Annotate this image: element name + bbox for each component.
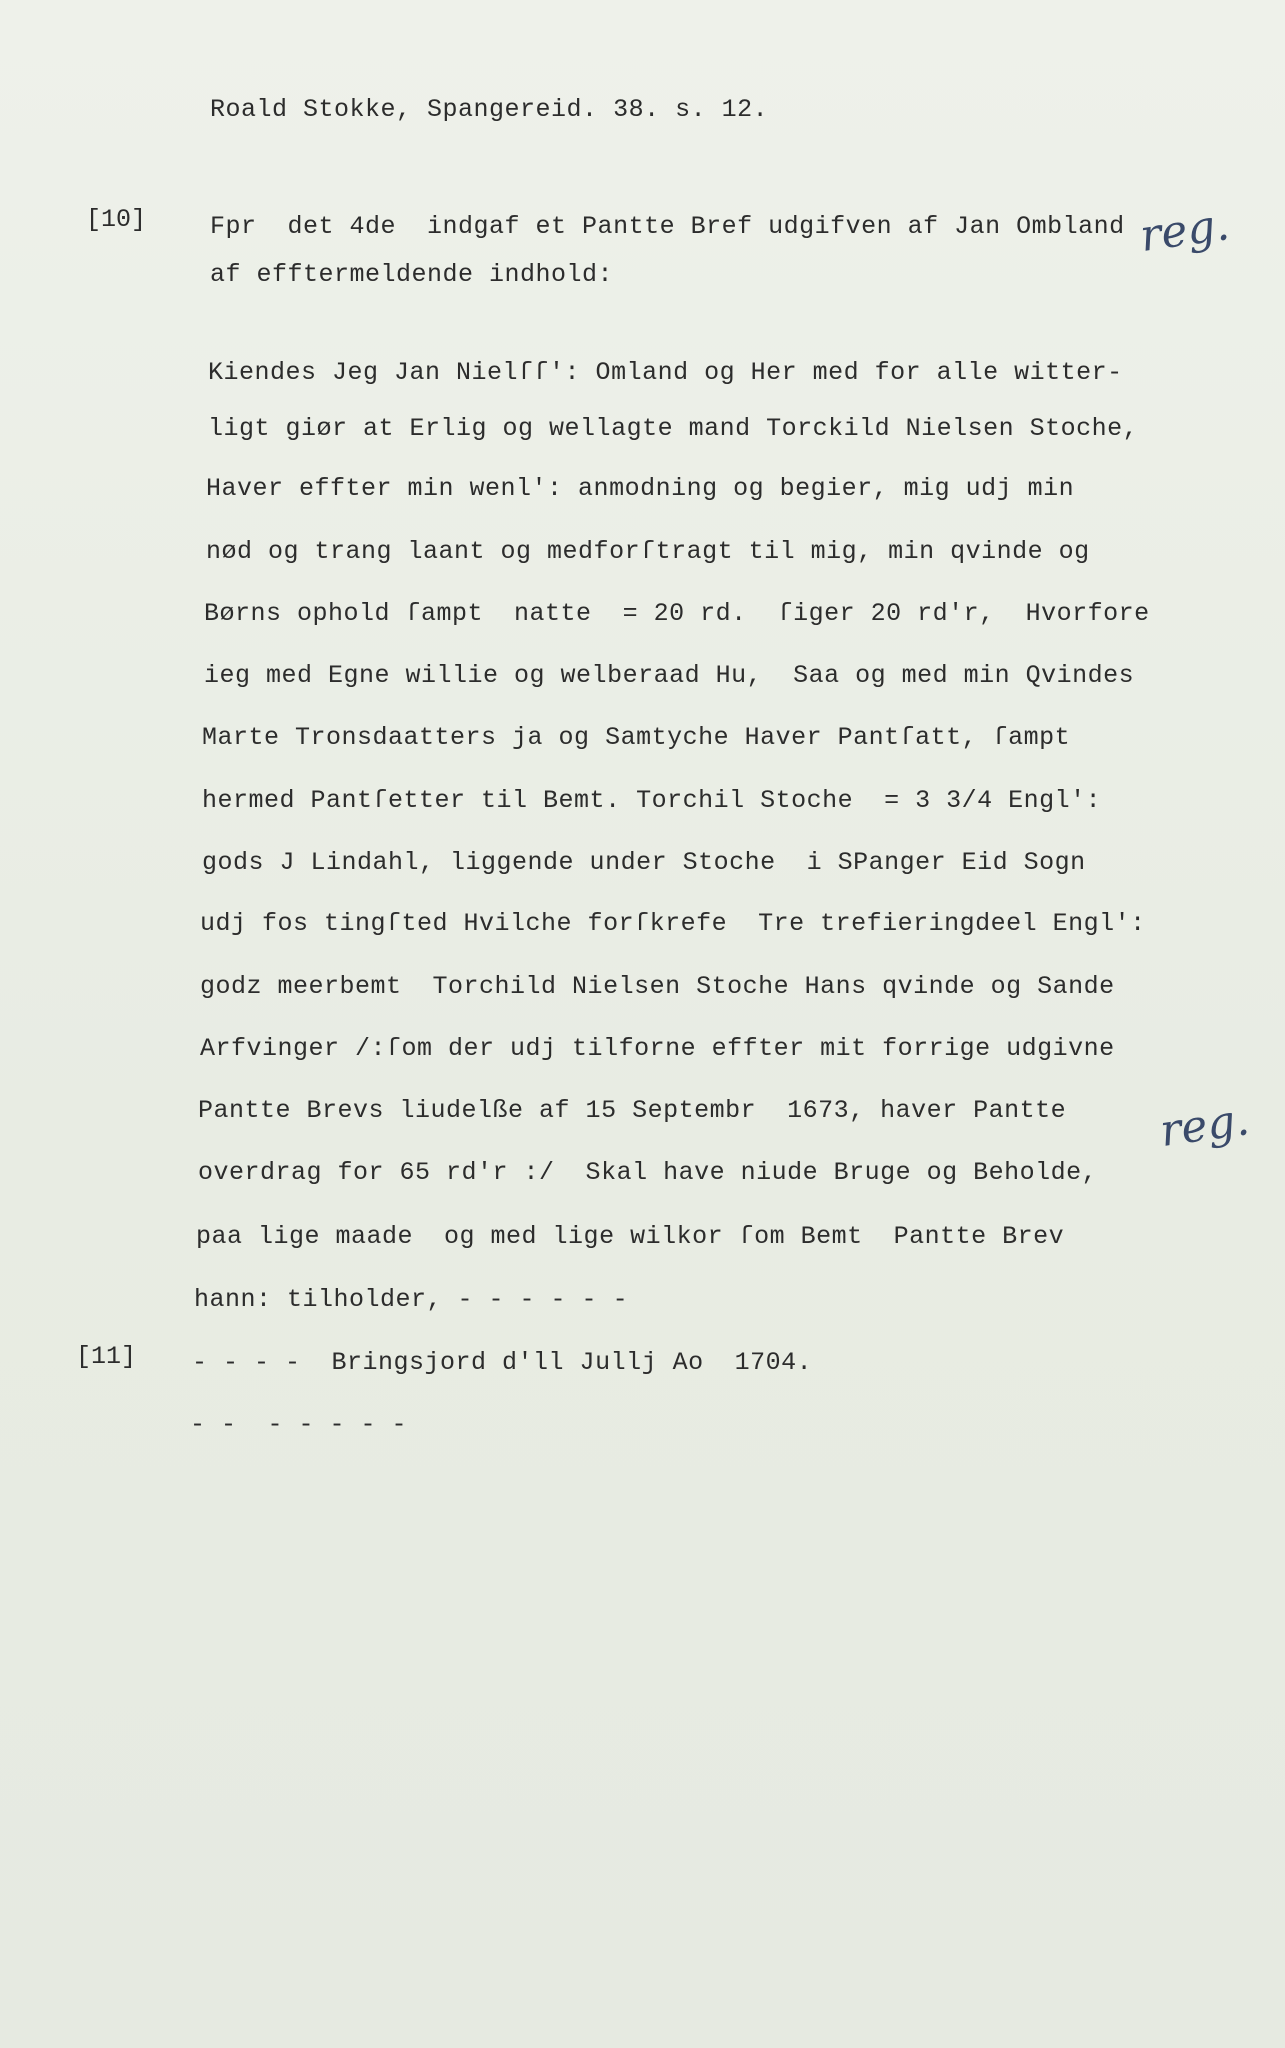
body-line: gods J Lindahl, liggende under Stoche i SPanger Eid Sogn: [202, 848, 1086, 877]
body-line: udj fos tingſted Hvilche forſkrefe Tre trefieringdeel Engl':: [200, 909, 1146, 938]
body-line: Marte Tronsdaatters ja og Samtyche Haver Pantſatt, ſampt: [202, 723, 1071, 752]
body-line: Arfvinger /:ſom der udj tilforne effter mit forrige udgivne: [200, 1034, 1115, 1063]
margin-note-reg: reg.: [1156, 1094, 1253, 1157]
body-line: Kiendes Jeg Jan Nielſſ': Omland og Her med for alle witter-: [208, 358, 1123, 387]
closing-dashes: - - - - - - -: [190, 1410, 408, 1439]
body-line: godz meerbemt Torchild Nielsen Stoche Hans qvinde og Sande: [200, 972, 1115, 1001]
body-line: nød og trang laant og medforſtragt til mig, min qvinde og: [206, 537, 1090, 566]
body-line: Haver effter min wenl': anmodning og begier, mig udj min: [206, 474, 1075, 503]
body-line: Pantte Brevs liudelße af 15 Septembr 1673, haver Pantte: [198, 1096, 1067, 1125]
margin-note-reg: reg.: [1136, 199, 1233, 262]
body-line: hermed Pantſetter til Bemt. Torchil Stoche = 3 3/4 Engl':: [202, 786, 1102, 815]
body-line: paa lige maade og med lige wilkor ſom Bemt Pantte Brev: [196, 1222, 1065, 1251]
document-header: Roald Stokke, Spangereid. 38. s. 12.: [210, 95, 769, 124]
body-line: Børns ophold ſampt natte = 20 rd. ſiger 20 rd'r, Hvorfore: [204, 599, 1150, 628]
body-line: overdrag for 65 rd'r :/ Skal have niude Bruge og Beholde,: [198, 1158, 1098, 1187]
entry-marker-10: [10]: [86, 205, 147, 234]
body-line: ieg med Egne willie og welberaad Hu, Saa og med min Qvindes: [204, 661, 1135, 690]
entry-line: Fpr det 4de indgaf et Pantte Bref udgifven af Jan Ombland: [210, 212, 1125, 241]
entry-line: af efftermeldende indhold:: [210, 260, 614, 289]
entry-marker-11: [11]: [76, 1342, 137, 1371]
entry-line: - - - - Bringsjord d'll Jullj Ao 1704.: [192, 1348, 813, 1377]
body-line: ligt giør at Erlig og wellagte mand Torckild Nielsen Stoche,: [208, 414, 1139, 443]
body-line: hann: tilholder, - - - - - -: [194, 1285, 629, 1314]
